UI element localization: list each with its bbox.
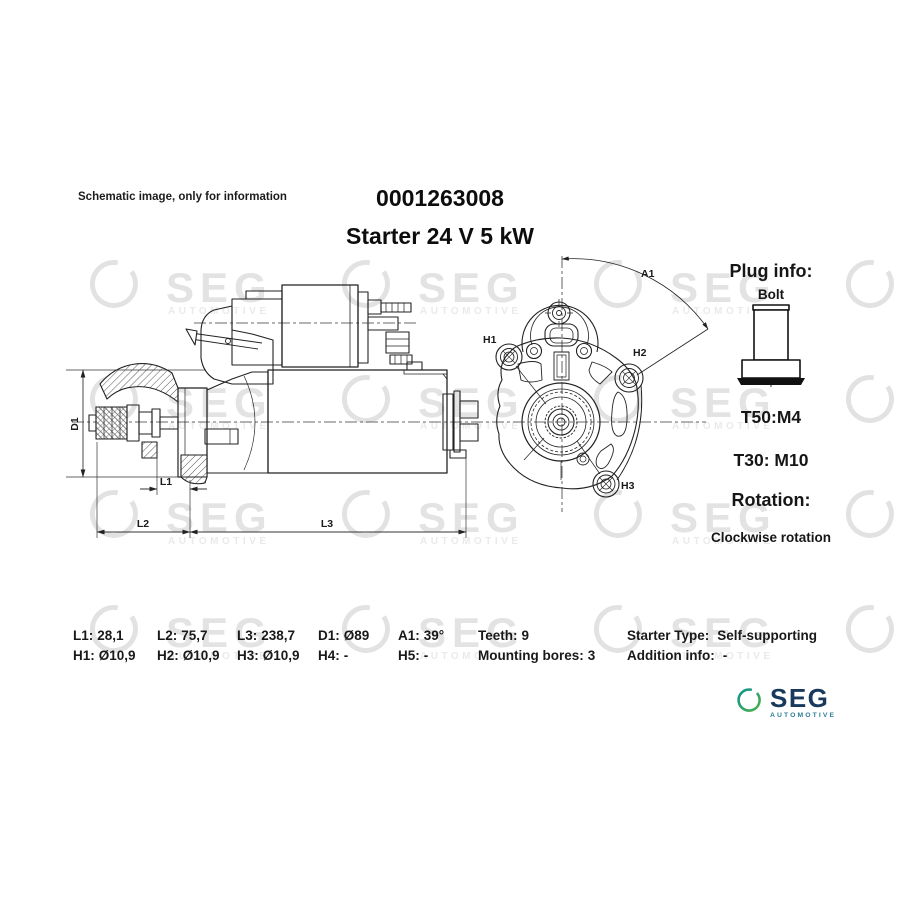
spec-h2 <box>157 648 220 663</box>
spec-h3-label: H3: <box>237 648 259 663</box>
spec-l2 <box>157 628 208 643</box>
spec-h2-label: H2: <box>157 648 179 663</box>
plug-info-heading: Plug info: <box>729 261 813 281</box>
l3-label: L3 <box>320 518 334 530</box>
spec-h2-value: Ø10,9 <box>182 648 220 663</box>
rotation-heading: Rotation: <box>731 490 811 510</box>
spec-l3 <box>237 628 295 643</box>
a1-label: A1 <box>641 268 655 280</box>
spec-h1-label: H1: <box>73 648 95 663</box>
spec-h5 <box>398 648 428 663</box>
spec-row-2 <box>0 648 900 668</box>
schematic-note: Schematic image, only for information <box>78 191 287 203</box>
spec-l1 <box>73 628 124 643</box>
spec-h1 <box>73 648 136 663</box>
spec-mounting-bores-label: Mounting bores: <box>478 648 584 663</box>
spec-mounting-bores <box>478 648 595 663</box>
spec-a1 <box>398 628 444 643</box>
spec-starter-type-label: Starter Type: <box>627 628 710 643</box>
spec-addition-info <box>627 648 727 663</box>
l2-label: L2 <box>136 518 150 530</box>
seg-logo-text <box>770 683 837 719</box>
plug-type-label: Bolt <box>757 287 785 302</box>
spec-l2-label: L2: <box>157 628 178 643</box>
spec-h4 <box>318 648 348 663</box>
spec-h4-value: - <box>343 648 349 663</box>
spec-d1-value: Ø89 <box>343 628 370 643</box>
spec-h1-value: Ø10,9 <box>98 648 136 663</box>
seg-logo-subtitle: AUTOMOTIVE <box>770 712 837 719</box>
spec-teeth-value: 9 <box>521 628 530 643</box>
spec-starter-type <box>627 628 817 643</box>
seg-logo-name: SEG <box>770 683 830 713</box>
spec-l2-value: 75,7 <box>181 628 208 643</box>
spec-addition-info-label: Addition info: <box>627 648 715 663</box>
spec-teeth-label: Teeth: <box>478 628 518 643</box>
spec-a1-label: A1: <box>398 628 420 643</box>
h1-label: H1 <box>483 334 497 346</box>
plug-t50-value: T50:M4 <box>740 407 802 427</box>
spec-d1 <box>318 628 369 643</box>
part-number: 0001263008 <box>376 185 504 211</box>
product-title: Starter 24 V 5 kW <box>346 223 534 249</box>
spec-l1-label: L1: <box>73 628 94 643</box>
rotation-value: Clockwise rotation <box>710 530 832 545</box>
d1-label: D1 <box>69 417 81 431</box>
spec-h5-value: - <box>423 648 429 663</box>
spec-table <box>0 628 900 670</box>
l1-label: L1 <box>159 476 173 488</box>
plug-t30-value: T30: M10 <box>733 450 809 470</box>
spec-l1-value: 28,1 <box>97 628 124 643</box>
h2-label: H2 <box>633 347 647 359</box>
spec-row-1 <box>0 628 900 648</box>
spec-l3-value: 238,7 <box>261 628 296 643</box>
spec-h3-value: Ø10,9 <box>262 648 300 663</box>
seg-logo-circle-icon <box>735 686 763 714</box>
spec-d1-label: D1: <box>318 628 340 643</box>
spec-mounting-bores-value: 3 <box>587 648 596 663</box>
spec-a1-value: 39° <box>423 628 445 643</box>
spec-l3-label: L3: <box>237 628 258 643</box>
h3-label: H3 <box>621 480 635 492</box>
plug-info-panel <box>698 261 844 545</box>
spec-teeth <box>478 628 529 643</box>
spec-starter-type-value: Self-supporting <box>717 628 818 643</box>
spec-h5-label: H5: <box>398 648 420 663</box>
spec-h4-label: H4: <box>318 648 340 663</box>
spec-addition-info-value: - <box>722 648 728 663</box>
seg-automotive-logo <box>735 683 837 719</box>
bolt-icon <box>736 304 806 388</box>
spec-h3 <box>237 648 300 663</box>
